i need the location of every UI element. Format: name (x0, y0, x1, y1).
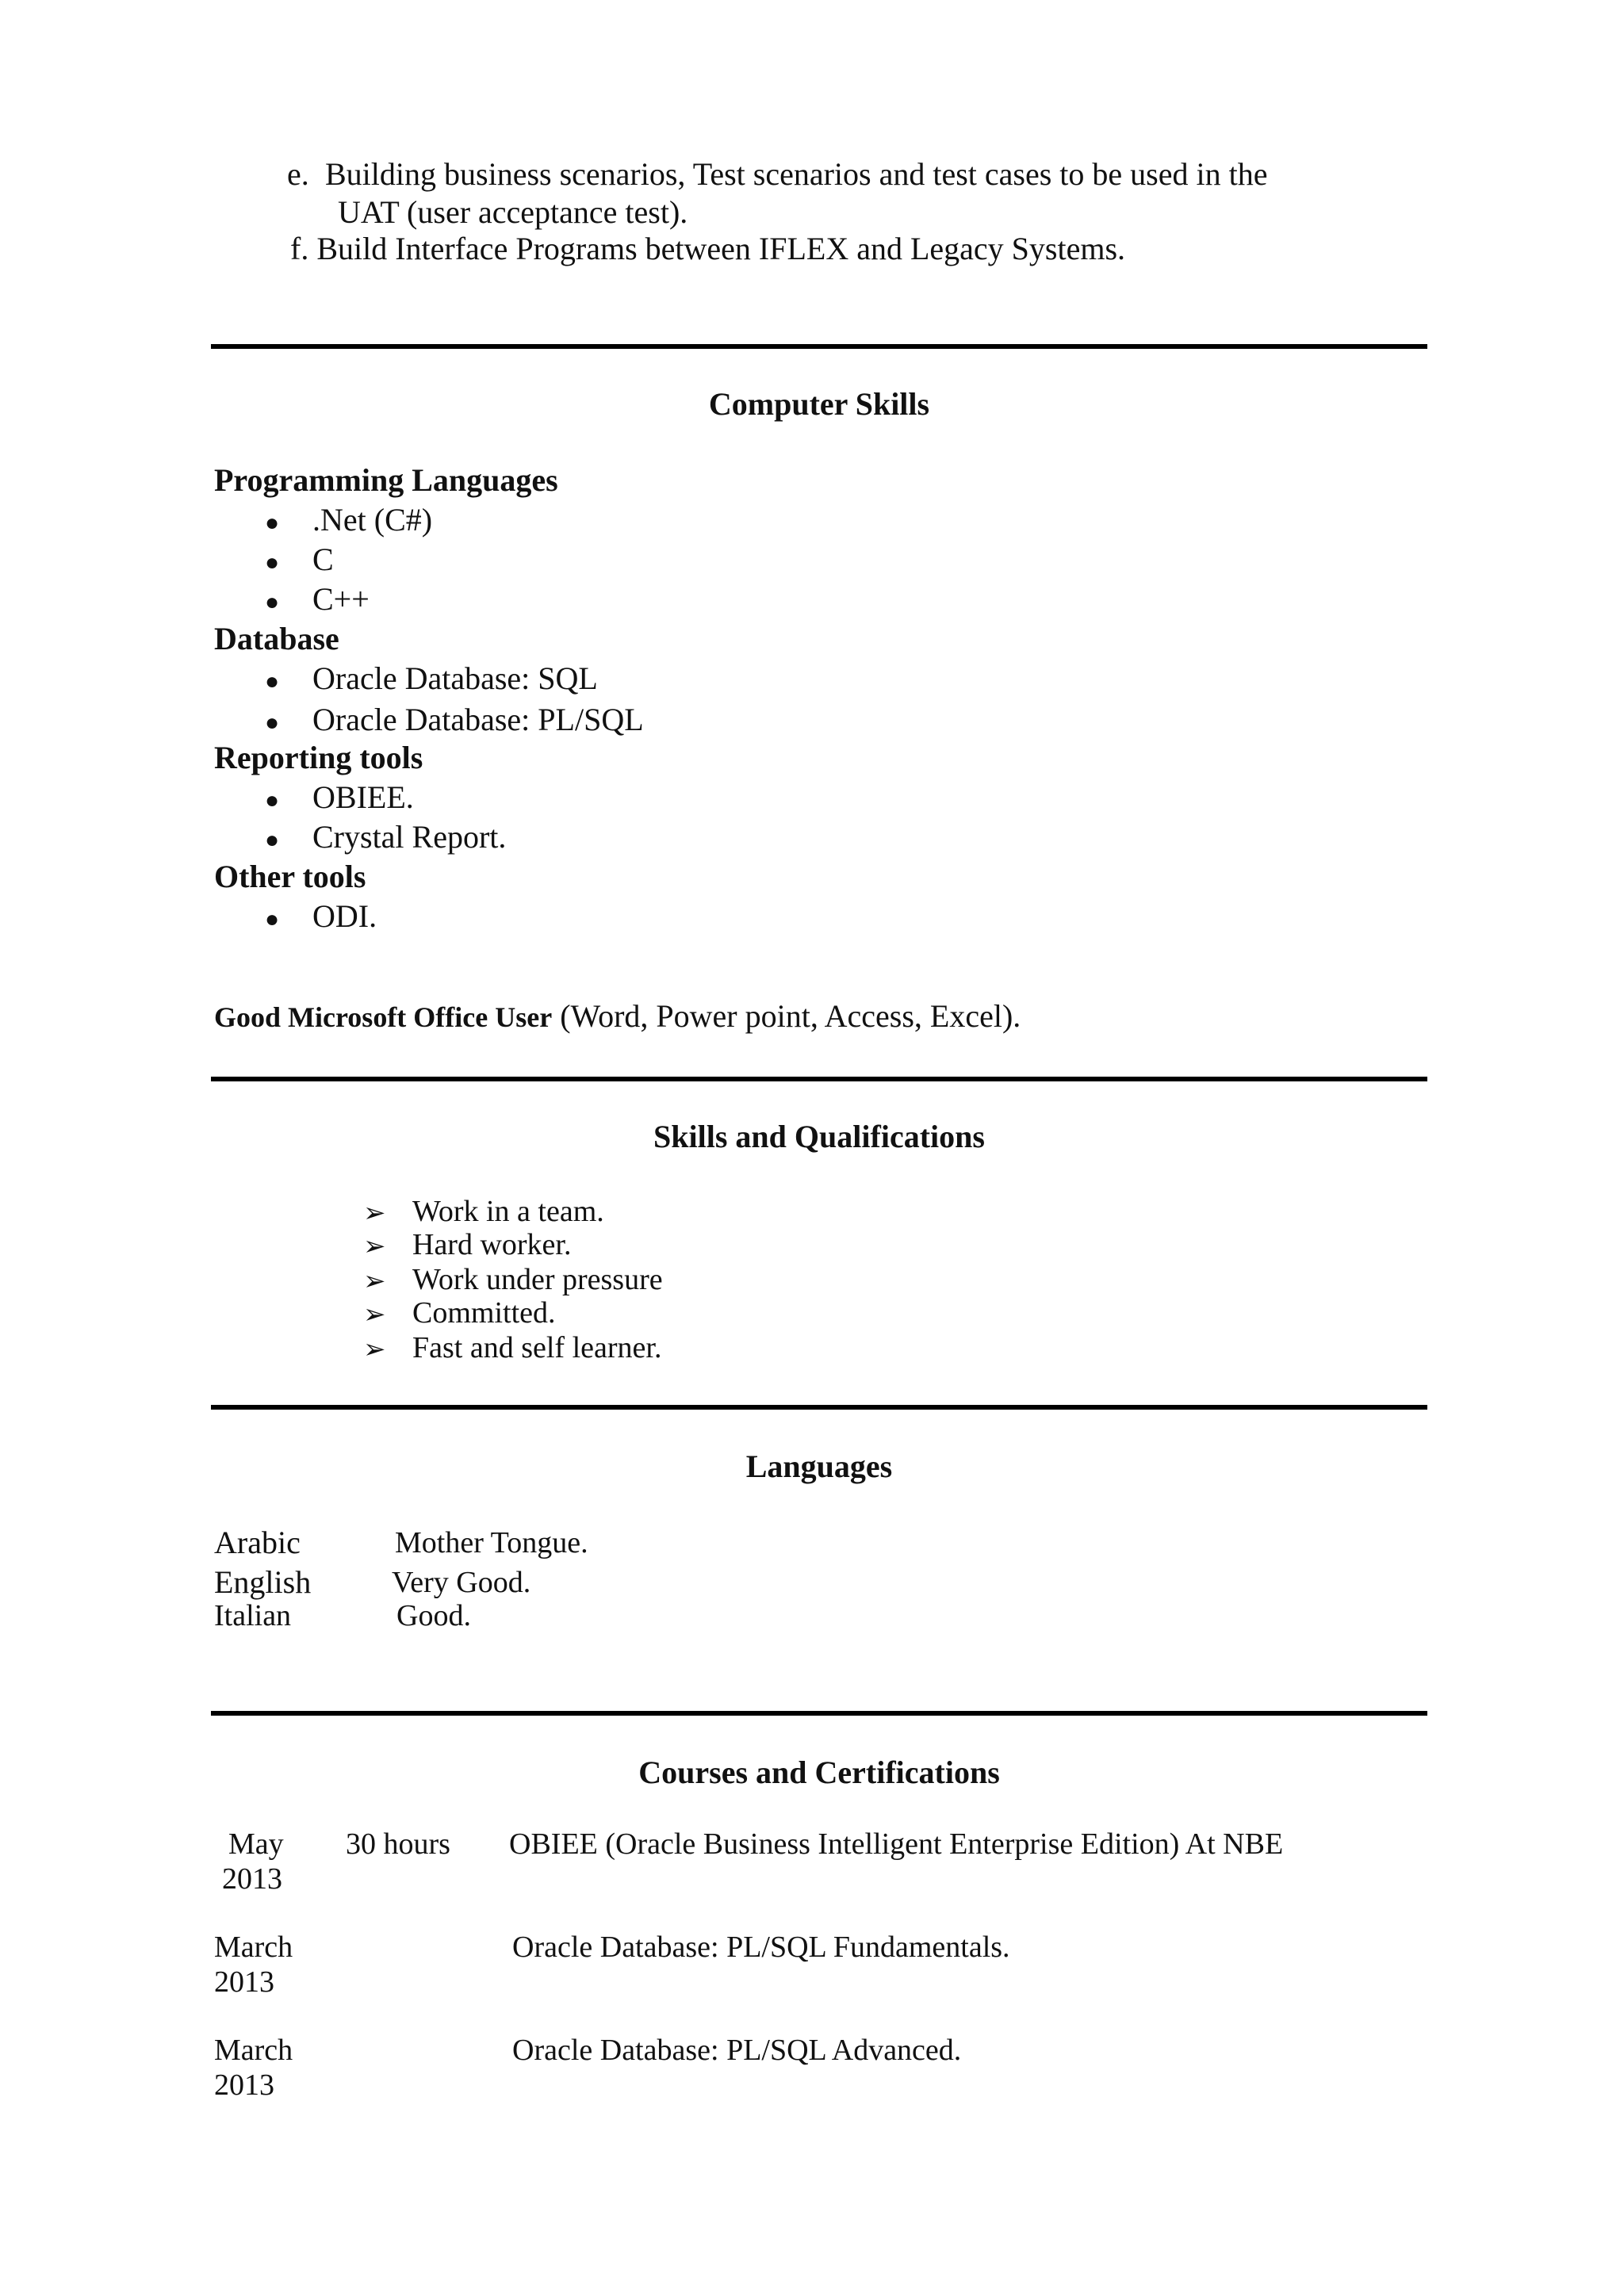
list-item: Oracle Database: PL/SQL (312, 702, 644, 737)
course-month: March (214, 1931, 293, 1964)
bullet-icon: ● (265, 589, 280, 615)
subheading-database: Database (214, 621, 339, 656)
language-name: English (214, 1564, 312, 1600)
list-item: ODI. (312, 898, 377, 934)
list-item: Crystal Report. (312, 819, 507, 855)
list-item: C (312, 541, 334, 577)
bullet-icon: ● (265, 549, 280, 576)
list-item: Committed. (412, 1296, 556, 1330)
bullet-icon: ● (265, 906, 280, 932)
section-divider (211, 1405, 1427, 1410)
course-year: 2013 (214, 1965, 274, 1999)
section-heading-courses: Courses and Certifications (638, 1755, 1000, 1790)
course-month: May (228, 1827, 284, 1861)
list-item-f: f. Build Interface Programs between IFLEX and Legacy Systems. (290, 231, 1126, 266)
language-name: Arabic (214, 1525, 301, 1560)
course-hours: 30 hours (346, 1827, 450, 1861)
list-item: Fast and self learner. (412, 1331, 662, 1364)
bullet-icon: ● (265, 787, 280, 813)
list-item-e-line1: Building business scenarios, Test scenarios and test cases to be used in the (325, 156, 1268, 192)
arrow-bullet-icon: ➢ (363, 1232, 386, 1261)
language-level: Very Good. (392, 1566, 531, 1599)
course-title: Oracle Database: PL/SQL Advanced. (512, 2034, 962, 2067)
list-item-e-line2: UAT (user acceptance test). (338, 194, 688, 230)
list-marker-e: e. (287, 156, 309, 192)
section-divider (211, 344, 1427, 349)
subheading-other-tools: Other tools (214, 859, 366, 894)
list-item: Work under pressure (412, 1263, 663, 1296)
subheading-reporting-tools: Reporting tools (214, 740, 423, 775)
language-level: Good. (396, 1599, 471, 1632)
list-item: C++ (312, 581, 370, 617)
list-item: .Net (C#) (312, 502, 433, 538)
arrow-bullet-icon: ➢ (363, 1335, 386, 1364)
course-month: March (214, 2034, 293, 2067)
arrow-bullet-icon: ➢ (363, 1267, 386, 1296)
bullet-icon: ● (265, 827, 280, 853)
section-divider (211, 1077, 1427, 1081)
course-title: Oracle Database: PL/SQL Fundamentals. (512, 1931, 1010, 1964)
bullet-icon: ● (265, 510, 280, 536)
office-apps: (Word, Power point, Access, Excel). (560, 998, 1021, 1034)
language-name: Italian (214, 1599, 292, 1632)
course-year: 2013 (214, 2068, 274, 2102)
arrow-bullet-icon: ➢ (363, 1199, 386, 1228)
section-heading-languages: Languages (745, 1448, 893, 1484)
section-heading-skills-qualifications: Skills and Qualifications (653, 1119, 985, 1154)
bullet-icon: ● (265, 668, 280, 695)
section-heading-computer-skills: Computer Skills (708, 386, 930, 422)
course-year: 2013 (222, 1862, 282, 1896)
list-item: Work in a team. (412, 1195, 604, 1228)
course-title: OBIEE (Oracle Business Intelligent Enterprise Edition) At NBE (509, 1827, 1284, 1861)
language-level: Mother Tongue. (395, 1526, 588, 1559)
list-item: Hard worker. (412, 1228, 572, 1261)
section-divider (211, 1711, 1427, 1716)
office-label: Good Microsoft Office User (214, 1001, 553, 1033)
list-item: OBIEE. (312, 779, 414, 815)
arrow-bullet-icon: ➢ (363, 1300, 386, 1330)
subheading-programming-languages: Programming Languages (214, 462, 558, 498)
list-item: Oracle Database: SQL (312, 660, 598, 696)
office-line (214, 997, 1021, 1036)
bullet-icon: ● (265, 710, 280, 736)
